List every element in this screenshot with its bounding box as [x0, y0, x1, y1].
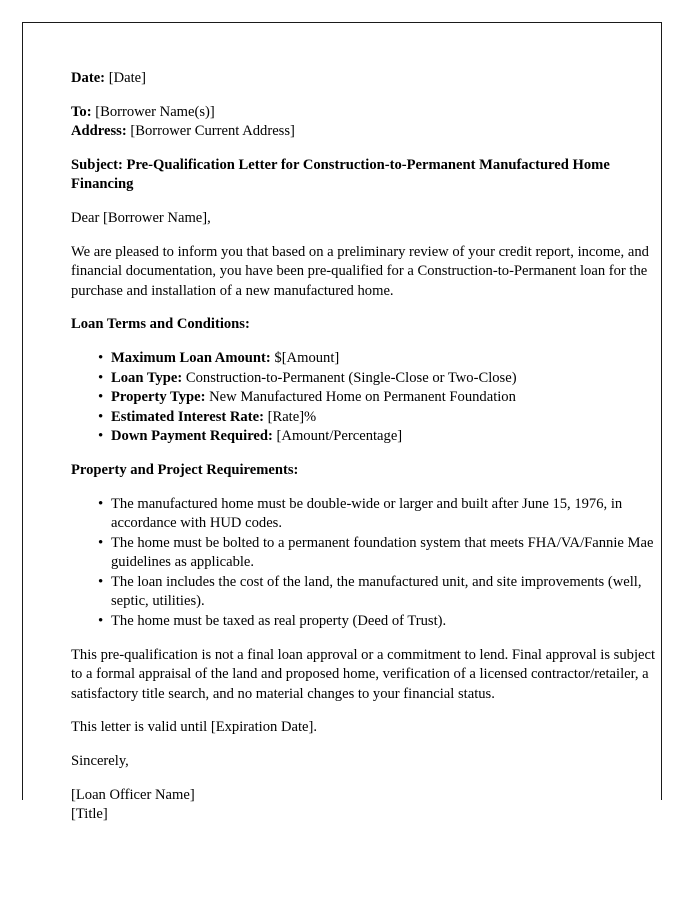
to-label: To: [71, 103, 92, 120]
loan-term-value: New Manufactured Home on Permanent Foundation [209, 389, 516, 406]
list-item [71, 427, 665, 447]
address-line [71, 122, 665, 142]
loan-terms-list [71, 349, 665, 447]
address-value: [Borrower Current Address] [130, 123, 295, 140]
disclaimer-paragraph: This pre-qualification is not a final loan approval or a commitment to lend. Final approval is subject to a formal appraisal of the land and proposed home, verification of a licensed contractor/retailer, a satisfactory title search, and no material changes to your financial status. [71, 646, 656, 702]
loan-officer-name: [Loan Officer Name] [71, 786, 195, 803]
validity-paragraph: This letter is valid until [Expiration Date]. [71, 719, 318, 736]
loan-term-label: Estimated Interest Rate: [111, 408, 264, 425]
address-label: Address: [71, 123, 127, 140]
property-requirements-list [71, 495, 665, 632]
to-value: [Borrower Name(s)] [95, 103, 215, 120]
subject-line [71, 156, 665, 195]
date-line [71, 69, 665, 89]
subject-text: Pre-Qualification Letter for Construction-to-Permanent Manufactured Home Financing [71, 156, 610, 193]
loan-term-label: Down Payment Required: [111, 428, 273, 445]
loan-term-value: $[Amount] [274, 349, 340, 366]
list-item [71, 349, 665, 369]
loan-term-value: [Rate]% [267, 408, 317, 425]
loan-term-label: Property Type: [111, 389, 206, 406]
loan-term-label: Loan Type: [111, 369, 183, 386]
property-requirements-heading: Property and Project Requirements: [71, 461, 299, 478]
loan-term-value: Construction-to-Permanent (Single-Close or Two-Close) [185, 369, 517, 386]
list-item: • The home must be taxed as real property (Deed of Trust). [71, 612, 665, 632]
recipient-line [71, 103, 665, 123]
salutation: Dear [Borrower Name], [71, 209, 211, 226]
intro-paragraph: We are pleased to inform you that based on a preliminary review of your credit report, income, and financial documentation, you have been pre-qualified for a Construction-to-Permanent loan for the purchase and installation of a new manufactured home. [71, 243, 649, 299]
sign-off: Sincerely, [71, 753, 129, 770]
letter-body [71, 69, 665, 825]
loan-officer-title: [Title] [71, 806, 108, 823]
loan-term-label: Maximum Loan Amount: [111, 349, 271, 366]
list-item: • The loan includes the cost of the land, the manufactured unit, and site improvements (well, septic, utilities). [71, 573, 665, 612]
date-value: [Date] [108, 70, 146, 86]
list-item: • The home must be bolted to a permanent foundation system that meets FHA/VA/Fannie Mae guidelines as applicable. [71, 534, 665, 573]
subject-label: Subject: [71, 156, 123, 173]
list-item [71, 369, 665, 389]
document-page-frame [22, 22, 662, 823]
loan-terms-heading: Loan Terms and Conditions: [71, 316, 250, 333]
date-label: Date: [71, 70, 106, 86]
list-item: • The manufactured home must be double-wide or larger and built after June 15, 1976, in accordance with HUD codes. [71, 495, 665, 534]
loan-term-value: [Amount/Percentage] [276, 428, 403, 445]
list-item [71, 388, 665, 408]
list-item [71, 408, 665, 428]
